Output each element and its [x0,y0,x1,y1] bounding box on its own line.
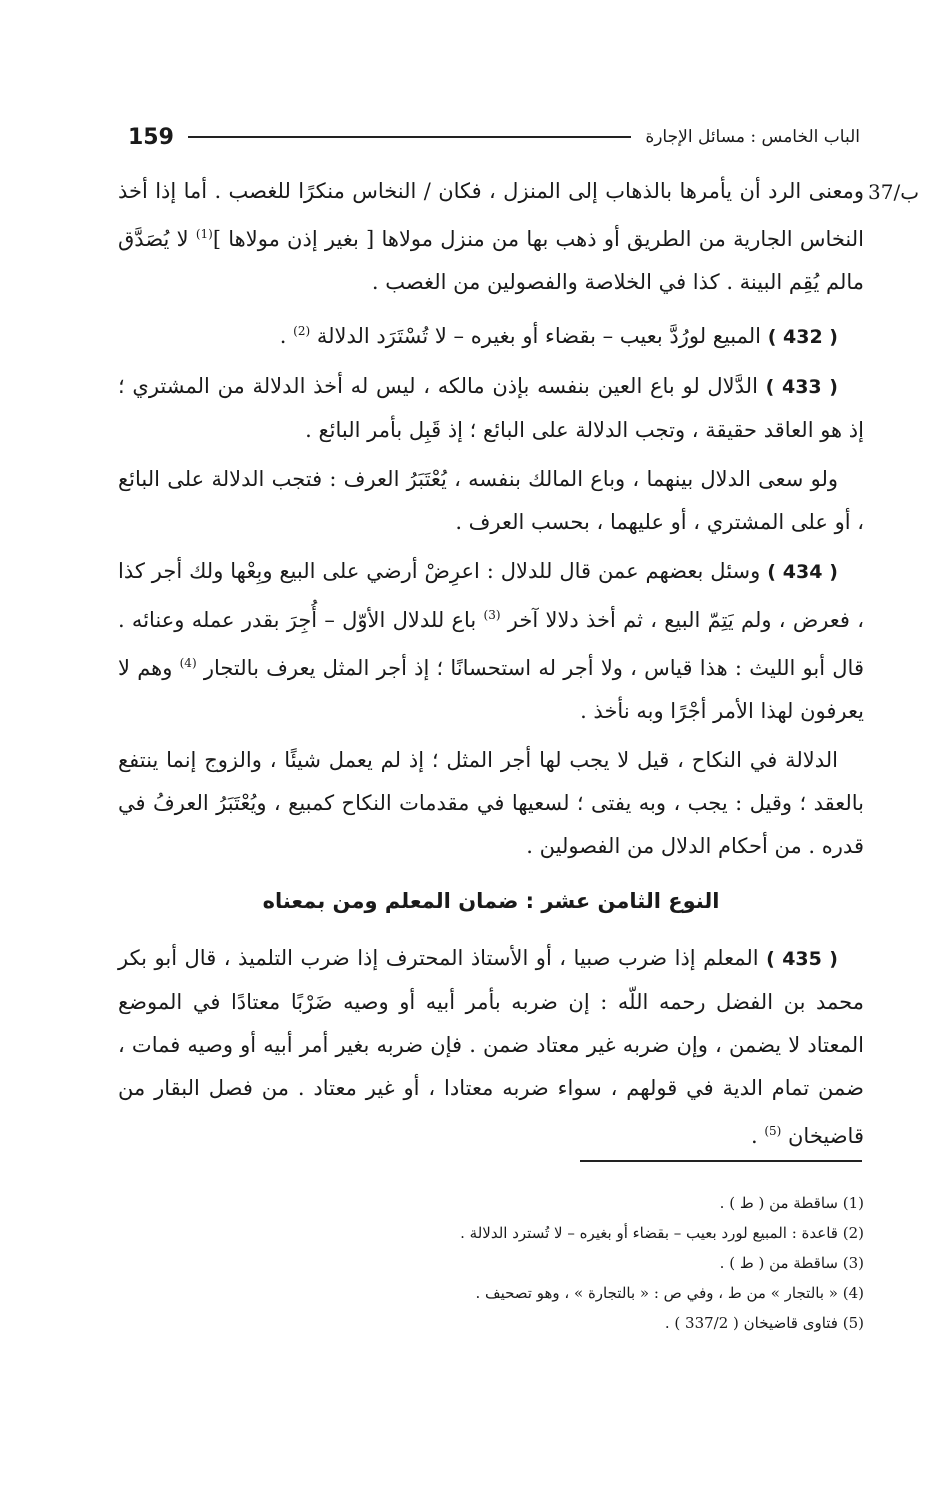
paragraph-text: . [750,1124,765,1148]
paragraph-text: وسئل بعضهم عمن قال للدلال : اعرِضْ أرضي على البيع وبِعْها ولك أجر كذا ، فعرض ، ولم يَتِمّ البيع ، ثم أخذ دلالا آخر [118,559,864,632]
paragraph-text: وهم لا يعرفون لهذا الأمر أجْرًا وبه نأخذ . [118,656,864,723]
issue-number: ( 433 ) [765,376,838,398]
footnote-separator [580,1160,862,1162]
footnote: (1) ساقطة من ( ط ) . [719,1194,864,1212]
footnote-ref: (5) [764,1124,782,1138]
footnote: (2) قاعدة : المبيع لورد بعيب – بقضاء أو بغيره – لا تُسترد الدلالة . [460,1224,864,1242]
issue-number: ( 435 ) [766,948,838,970]
section-heading: النوع الثامن عشر : ضمان المعلم ومن بمعناه [262,889,720,913]
footnotes [200,1188,864,1338]
paragraph-435 [118,937,864,1158]
paragraph: ولو سعى الدلال بينهما ، وباع المالك بنفسه ، يُعْتَبَرُ العرف : فتجب الدلالة على البائع ، أو على المشتري ، أو عليهما ، بحسب العرف . [118,467,864,534]
paragraph-432 [118,310,864,359]
paragraph-text: المبيع لورُدَّ بعيب – بقضاء أو بغيره – لا تُسْتَرَد الدلالة [310,324,768,348]
paragraph-433 [118,365,864,452]
chapter-title: الباب الخامس : مسائل الإجارة [645,127,860,147]
paragraph: الدلالة في النكاح ، قيل لا يجب لها أجر المثل ؛ إذ لم يعمل شيئًا ، والزوج إنما ينتفع بالعقد ؛ وقيل : يجب ، وبه يفتى ؛ لسعيها في مقدمات النكاح كمبيع ، ويُعْتَبَرُ العرفُ في قدره . من أحكام الدلال من الفصولين . [118,748,864,858]
footnote: (5) فتاوى قاضيخان ( 337/2 ) . [664,1314,864,1332]
footnote-ref: (1) [195,227,213,241]
paragraph-text: الدَّلال لو باع العين بنفسه بإذن مالكه ، ليس له أخذ الدلالة من المشتري ؛ إذ هو العاقد حقيقة ، وتجب الدلالة على البائع ؛ إذ قَبِل بأمر البائع . [118,374,864,442]
header-rule [188,136,631,138]
running-header [128,120,860,154]
footnote-ref: (2) [293,324,311,338]
page-number: 159 [128,124,174,150]
paragraph [118,170,864,304]
footnote-ref: (4) [179,656,197,670]
footnote-ref: (3) [483,608,501,622]
paragraph-text: لا يُصَدَّق مالم يُقِم البينة . كذا في الخلاصة والفصولين من الغصب . [118,227,864,294]
manuscript-folio-marker: 37/ب [868,180,920,204]
paragraph-text: باع للدلال الأوّل – أُجِرَ بقدر عمله وعنائه . قال أبو الليث : هذا قياس ، ولا أجر له استحسانًا ؛ إذ أجر المثل يعرف بالتجار [118,608,864,680]
paragraph-434 [118,550,864,733]
footnote: (4) « بالتجار » من ط ، وفي ص : « بالتجارة » ، وهو تصحيف . [475,1284,864,1302]
main-text [118,170,864,1164]
issue-number: ( 432 ) [767,326,838,348]
paragraph-text: ومعنى الرد أن يأمرها بالذهاب إلى المنزل ، فكان / النخاس منكرًا للغصب . أما إذا أخذ النخاس الجارية من الطريق أو ذهب بها من منزل مولاها [ بغير إذن مولاها ] [118,179,864,251]
footnote: (3) ساقطة من ( ط ) . [719,1254,864,1272]
paragraph-text: المعلم إذا ضرب صبيا ، أو الأستاذ المحترف إذا ضرب التلميذ ، قال أبو بكر محمد بن الفضل رحمه اللّه : إن ضربه بأمر أبيه أو وصيه ضَرْبًا معتادًا في الموضع المعتاد لا يضمن ، وإن ضربه غير معتاد ضمن . فإن ضربه بغير أمر أبيه أو وصيه فمات ، ضمن تمام الدية في قولهم ، سواء ضربه معتادا ، أو غير معتاد . من فصل البقار من قاضيخان [118,946,864,1148]
paragraph-text: . [279,324,294,348]
issue-number: ( 434 ) [767,561,838,583]
